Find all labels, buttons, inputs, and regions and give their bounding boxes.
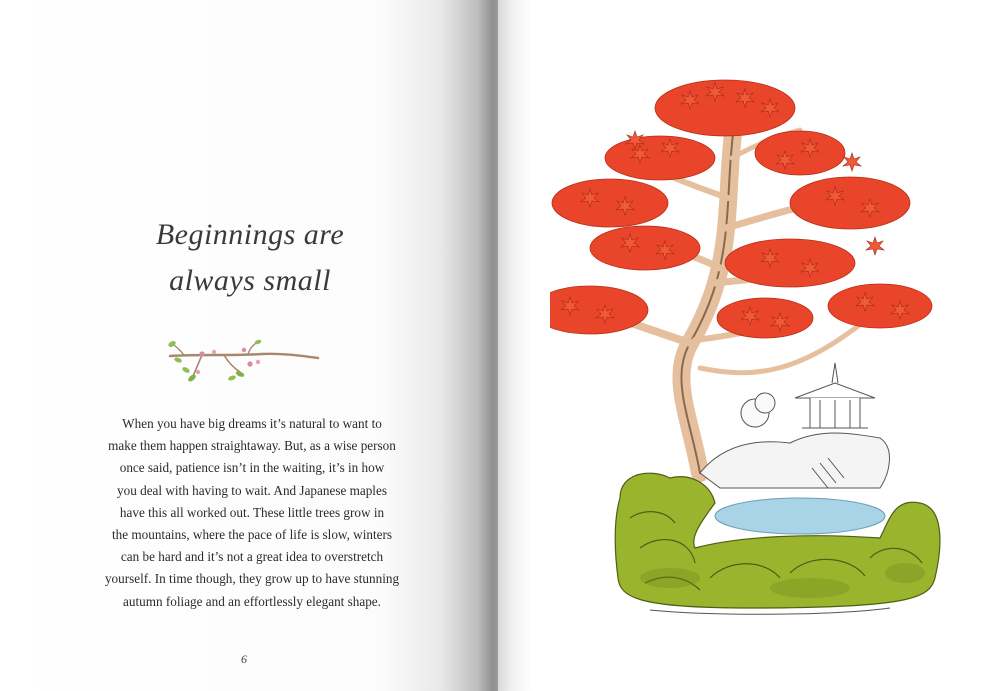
chapter-title-line-1: Beginnings are — [155, 218, 345, 251]
chapter-title-line-2: always small — [169, 264, 331, 297]
page-number: 6 — [241, 652, 247, 666]
japanese-maple-bonsai-illustration — [550, 78, 950, 618]
body-text — [92, 413, 412, 613]
body-line: once said, patience isn’t in the waiting, it’s in how — [119, 460, 385, 476]
body-line: autumn foliage and an effortlessly elegant shape. — [123, 593, 381, 609]
blossom-sprig-icon — [162, 334, 322, 390]
body-line: make them happen straightaway. But, as a wise person — [108, 438, 396, 454]
chapter-title — [60, 212, 440, 304]
body-line: the mountains, where the pace of life is slow, winters — [111, 527, 393, 543]
body-line: yourself. In time though, they grow up to have stunning — [104, 571, 400, 587]
body-line: you deal with having to wait. And Japanese maples — [117, 482, 387, 498]
body-line: When you have big dreams it’s natural to want to — [122, 416, 382, 431]
body-line: can be hard and it’s not a great idea to overstretch — [120, 549, 384, 565]
body-line: have this all worked out. These little trees grow in — [119, 504, 385, 520]
left-page — [0, 0, 498, 691]
